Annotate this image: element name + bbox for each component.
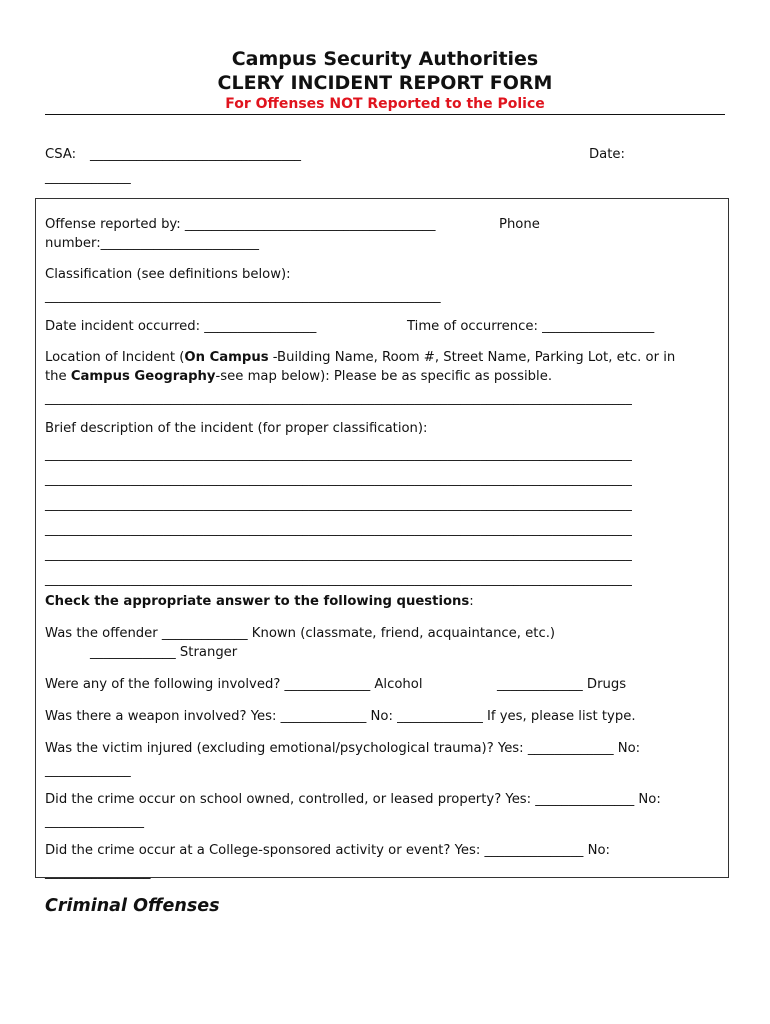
location-line1: Location of Incident (On Campus -Building Name, Room #, Street Name, Parking Lot, etc. or in	[45, 350, 676, 365]
offender-question[interactable]: Was the offender _____________ Known (classmate, friend, acquaintance, etc.)	[45, 626, 556, 641]
time-occurrence-field[interactable]: Time of occurrence: _________________	[407, 319, 655, 334]
phone-number-field[interactable]: number:________________________	[45, 236, 259, 251]
csa-blank[interactable]: ________________________________	[90, 147, 301, 162]
description-blank-5[interactable]: _________________________________________________________________________________________	[45, 547, 632, 562]
description-blank-1[interactable]: _________________________________________________________________________________________	[45, 447, 632, 462]
description-blank-6[interactable]: _________________________________________________________________________________________	[45, 572, 632, 587]
form-title-line1: Campus Security Authorities	[231, 48, 539, 70]
drugs-option[interactable]: _____________ Drugs	[497, 677, 627, 692]
header-rule	[45, 114, 725, 115]
injured-no-blank[interactable]: _____________	[45, 763, 131, 778]
criminal-offenses-heading: Criminal Offenses	[45, 896, 220, 916]
location-blank[interactable]: _________________________________________________________________________________________	[45, 391, 632, 406]
stranger-option[interactable]: _____________ Stranger	[90, 645, 238, 660]
injured-question[interactable]: Was the victim injured (excluding emotional/psychological trauma)? Yes: _____________ No:	[45, 741, 641, 756]
check-questions-heading: Check the appropriate answer to the following questions:	[45, 594, 474, 609]
location-line2: the Campus Geography-see map below): Please be as specific as possible.	[45, 369, 553, 384]
form-subtitle: For Offenses NOT Reported to the Police	[225, 96, 545, 112]
phone-label: Phone	[499, 217, 540, 232]
weapon-question[interactable]: Was there a weapon involved? Yes: _____________ No: _____________ If yes, please list type.	[45, 709, 636, 724]
date-occurred-field[interactable]: Date incident occurred: _________________	[45, 319, 317, 334]
property-question[interactable]: Did the crime occur on school owned, controlled, or leased property? Yes: _______________ No:	[45, 792, 661, 807]
activity-question[interactable]: Did the crime occur at a College-sponsored activity or event? Yes: _______________ No:	[45, 843, 610, 858]
activity-no-blank[interactable]: ________________	[45, 865, 151, 880]
offense-reported-by-field[interactable]: Offense reported by: ______________________________________	[45, 217, 436, 232]
classification-blank[interactable]: ____________________________________________________________	[45, 289, 441, 304]
csa-label: CSA:	[45, 147, 77, 162]
description-label: Brief description of the incident (for proper classification):	[45, 421, 428, 436]
date-blank[interactable]: _____________	[45, 170, 131, 185]
date-label: Date:	[589, 147, 625, 162]
form-title-line2: CLERY INCIDENT REPORT FORM	[217, 72, 553, 94]
description-blank-4[interactable]: _________________________________________________________________________________________	[45, 522, 632, 537]
involved-question[interactable]: Were any of the following involved? _____________ Alcohol	[45, 677, 423, 692]
description-blank-2[interactable]: _________________________________________________________________________________________	[45, 472, 632, 487]
classification-label: Classification (see definitions below):	[45, 267, 291, 282]
description-blank-3[interactable]: _________________________________________________________________________________________	[45, 497, 632, 512]
property-no-blank[interactable]: _______________	[45, 814, 144, 829]
